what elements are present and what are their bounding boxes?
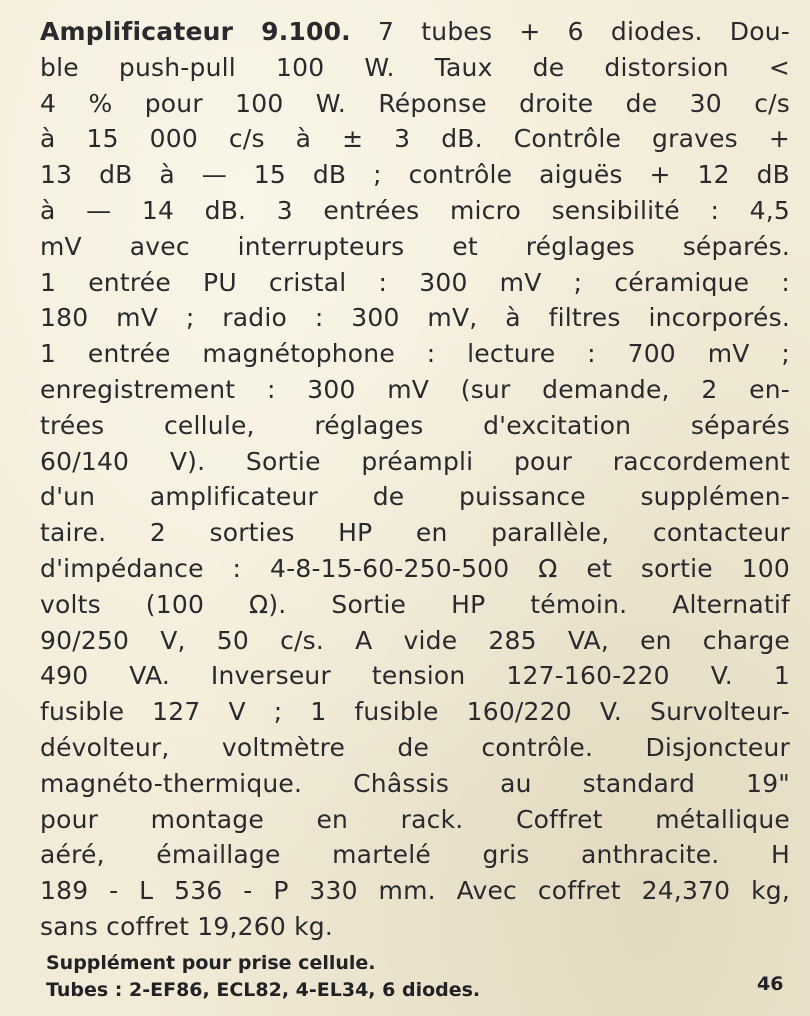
page-number: 46 [757, 973, 784, 995]
article-line-16: d'impédance : 4-8-15-60-250-500 Ω et sortie 100 [40, 553, 790, 583]
article-line-text: 7 tubes + 6 diodes. Dou- [350, 17, 790, 46]
article-title: Amplificateur 9.100. [40, 17, 351, 46]
article-line-15: taire. 2 sorties HP en parallèle, contacteur [40, 518, 790, 548]
article-line-3: 4 % pour 100 W. Réponse droite de 30 c/s [40, 88, 790, 118]
article-line-1 [40, 14, 790, 50]
article-line-12: trées cellule, réglages d'excitation séparés [40, 410, 790, 440]
footer-notes [46, 950, 786, 1004]
article-line-5: 13 dB à — 15 dB ; contrôle aiguës + 12 dB [40, 160, 790, 190]
article-line-8: 1 entrée PU cristal : 300 mV ; céramique : [40, 267, 790, 297]
article-line-7: mV avec interrupteurs et réglages séparés. [40, 231, 790, 261]
article-line-23: pour montage en rack. Coffret métallique [40, 804, 790, 834]
article-line-22: magnéto-thermique. Châssis au standard 19" [40, 768, 790, 798]
article-line-9: 180 mV ; radio : 300 mV, à filtres incorporés. [40, 303, 790, 333]
article-line-2: ble push-pull 100 W. Taux de distorsion < [40, 52, 790, 82]
tubes-note: Tubes : 2-EF86, ECL82, 4-EL34, 6 diodes. [46, 979, 481, 1001]
article-line-14: d'un amplificateur de puissance supplémen- [40, 482, 790, 512]
article-line-18: 90/250 V, 50 c/s. A vide 285 VA, en charge [40, 625, 790, 655]
article-line-20: fusible 127 V ; 1 fusible 160/220 V. Survolteur- [40, 697, 790, 727]
article-line-13: 60/140 V). Sortie préampli pour raccordement [40, 446, 790, 476]
article-line-24: aéré, émaillage martelé gris anthracite. H [40, 840, 790, 870]
article-line-6: à — 14 dB. 3 entrées micro sensibilité : 4,5 [40, 195, 790, 225]
article-line-17: volts (100 Ω). Sortie HP témoin. Alternatif [40, 589, 790, 619]
article-body [40, 14, 790, 945]
article-line-10: 1 entrée magnétophone : lecture : 700 mV ; [40, 339, 790, 369]
article-line-21: dévolteur, voltmètre de contrôle. Disjoncteur [40, 732, 790, 762]
article-line-19: 490 VA. Inverseur tension 127-160-220 V. 1 [40, 661, 790, 691]
article-line-26: sans coffret 19,260 kg. [40, 911, 333, 941]
article-line-4: à 15 000 c/s à ± 3 dB. Contrôle graves + [40, 124, 790, 154]
article-line-25: 189 - L 536 - P 330 mm. Avec coffret 24,370 kg, [40, 876, 790, 906]
article-line-11: enregistrement : 300 mV (sur demande, 2 en- [40, 374, 790, 404]
supplement-note: Supplément pour prise cellule. [46, 952, 376, 974]
